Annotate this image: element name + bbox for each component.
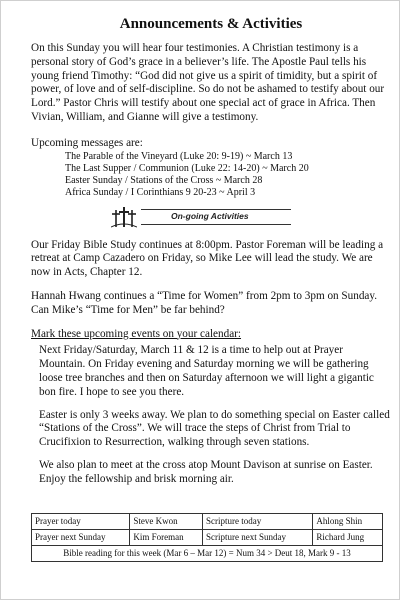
calendar-heading: Mark these upcoming events on your calendar: xyxy=(31,327,242,340)
schedule-table xyxy=(31,513,383,562)
upcoming-messages-list xyxy=(31,151,391,199)
bible-study-paragraph: Our Friday Bible Study continues at 8:00pm. Pastor Foreman will be leading a retreat at Camp Cazadero on Friday, so Mike Lee will lead the study. We are now in Acts, Chapter 12. xyxy=(31,238,384,279)
schedule-cell: Prayer today xyxy=(32,514,130,530)
calendar-events xyxy=(39,344,391,486)
schedule-cell: Scripture today xyxy=(203,514,313,530)
schedule-cell: Scripture next Sunday xyxy=(203,530,313,546)
table-row xyxy=(32,514,383,530)
schedule-cell: Kim Foreman xyxy=(130,530,203,546)
message-item: Africa Sunday / I Corinthians 9 20-23 ~ April 3 xyxy=(65,186,256,198)
event-paragraph: We also plan to meet at the cross atop Mount Davison at sunrise on Easter. Enjoy the fellowship and brisk morning air. xyxy=(39,458,373,485)
message-item: Easter Sunday / Stations of the Cross ~ March 28 xyxy=(65,174,263,186)
table-row xyxy=(32,546,383,562)
intro-paragraph: On this Sunday you will hear four testimonies. A Christian testimony is a personal story of God’s grace in a believer’s life. The Apostle Paul tells his young friend Timothy: “God did not give us a spirit of timidity, but a spirit of power, of love and of self-discipline. So do not be ashamed to testify about our Lord.” Pastor Chris will testify about one special act of grace in Africa. Then Vivian, William, and Gianne will give a testimony. xyxy=(31,42,385,123)
schedule-cell: Prayer next Sunday xyxy=(32,530,130,546)
upcoming-messages-heading: Upcoming messages are: xyxy=(31,136,143,149)
page-title: Announcements & Activities xyxy=(119,16,303,32)
bible-reading-cell: Bible reading for this week (Mar 6 – Mar 12) = Num 34 > Deut 18, Mark 9 - 13 xyxy=(32,546,383,562)
event-paragraph: Next Friday/Saturday, March 11 & 12 is a time to help out at Prayer Mountain. On Friday evening and Saturday morning we will be gathering loose tree branches and then on Saturday afternoon we will light a gigantic bon fire. I hope to see you there. xyxy=(39,344,374,398)
event-paragraph: Easter is only 3 weeks away. We plan to do something special on Easter called “Stations of the Cross”. We will trace the steps of Christ from Trial to Crucifixion to Resurrection, walking through seven stations. xyxy=(39,408,390,449)
schedule-cell: Steve Kwon xyxy=(130,514,203,530)
schedule-cell: Ahlong Shin xyxy=(313,514,383,530)
table-row xyxy=(32,530,383,546)
message-item: The Last Supper / Communion (Luke 22: 14-20) ~ March 20 xyxy=(65,162,309,174)
crosses-icon xyxy=(111,206,137,228)
ongoing-activities-divider xyxy=(31,205,391,229)
schedule-cell: Richard Jung xyxy=(313,530,383,546)
time-for-women-paragraph: Hannah Hwang continues a “Time for Women” from 2pm to 3pm on Sunday. Can Mike’s “Time for Men” be far behind? xyxy=(31,289,378,316)
divider-label: On-going Activities xyxy=(171,210,249,221)
message-item: The Parable of the Vineyard (Luke 20: 9-19) ~ March 13 xyxy=(65,150,293,162)
